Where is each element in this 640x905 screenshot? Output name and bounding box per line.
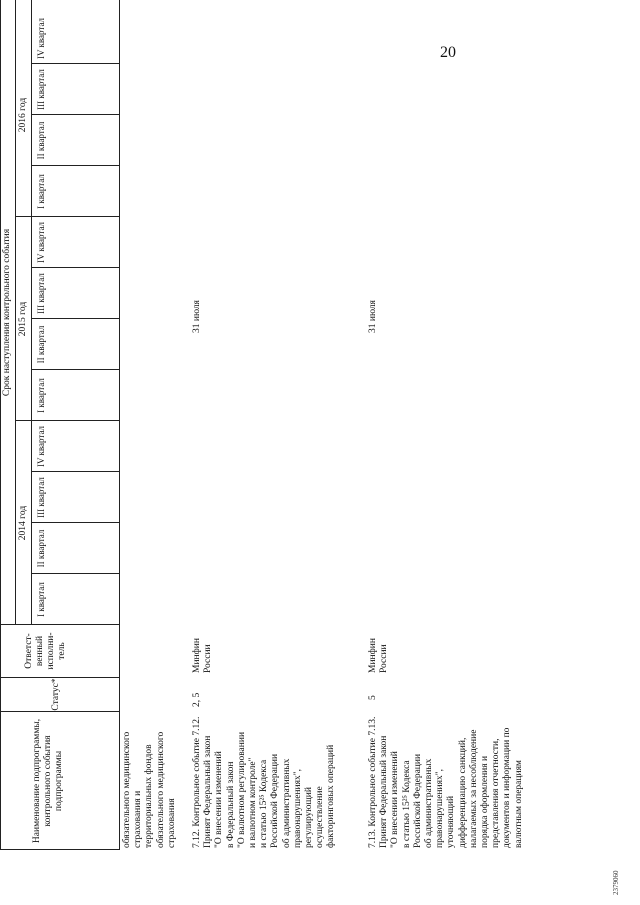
row-1-name: обязательного медицинского страхования и территориальных фондов обязательного медицинского страхования	[122, 731, 177, 848]
quarter-label: II квартал	[36, 529, 46, 568]
row-3-status: 5	[368, 695, 378, 700]
quarter-label: III квартал	[36, 69, 46, 110]
row-3-name: 7.13. Контрольное событие 7.13. Принят Федеральный закон "О внесении изменений в статью 15²⁵ Кодекса Российской Федерации об административных правонарушениях", уточняющий дифференциацию санкций, налагаемых за несоблюдение порядка оформления и представления отчетности, документов и информации по валютным операциям	[368, 716, 524, 848]
year-2016: 2016 год	[18, 97, 28, 133]
page-number: 20	[440, 44, 456, 61]
quarter-label: I квартал	[36, 582, 46, 617]
row-3-responsible: Минфин России	[368, 638, 390, 673]
header-name: Наименование подпрограммы, контрольного события подпрограммы	[32, 718, 64, 844]
header-deadline: Срок наступления контрольного события	[2, 228, 12, 397]
row-3-date: 31 июля	[368, 300, 378, 333]
quarter-label: I квартал	[36, 174, 46, 209]
table-top-border	[0, 0, 1, 850]
header-responsible: Ответст-венный исполни-тель	[24, 632, 67, 670]
table-left-border	[0, 849, 120, 850]
row-2-responsible: Минфин России	[192, 638, 214, 673]
quarter-label: II квартал	[36, 121, 46, 160]
document-code: 2379060	[612, 870, 620, 895]
quarter-label: IV квартал	[36, 425, 46, 468]
deadline-title-sep	[15, 0, 16, 625]
quarter-label: I квартал	[36, 378, 46, 413]
year-2015: 2015 год	[18, 301, 28, 337]
header-status: Статус*	[51, 678, 61, 711]
year-2014: 2014 год	[18, 505, 28, 541]
quarter-label: III квартал	[36, 273, 46, 314]
quarter-label: II квартал	[36, 325, 46, 364]
row-2-date: 31 июля	[192, 300, 202, 333]
quarter-label: IV квартал	[36, 221, 46, 264]
quarter-label: III квартал	[36, 477, 46, 518]
row-2-status: 2, 5	[192, 692, 202, 707]
table-header-bottom	[119, 0, 120, 850]
row-2-name: 7.12. Контрольное событие 7.12. Принят Федеральный закон "О внесении изменений в Федеральный закон "О валютном регулировании и валютном контроле" и статью 15²⁵ Кодекса Российской Федерации об административных правонарушениях", регулирующий осуществление факторинговых операций	[192, 716, 337, 848]
year-sep-2016	[15, 216, 120, 217]
quarter-label: IV квартал	[36, 17, 46, 60]
year-row-sep	[31, 0, 32, 625]
year-sep-2015	[15, 420, 120, 421]
col-sep-status	[0, 711, 120, 712]
